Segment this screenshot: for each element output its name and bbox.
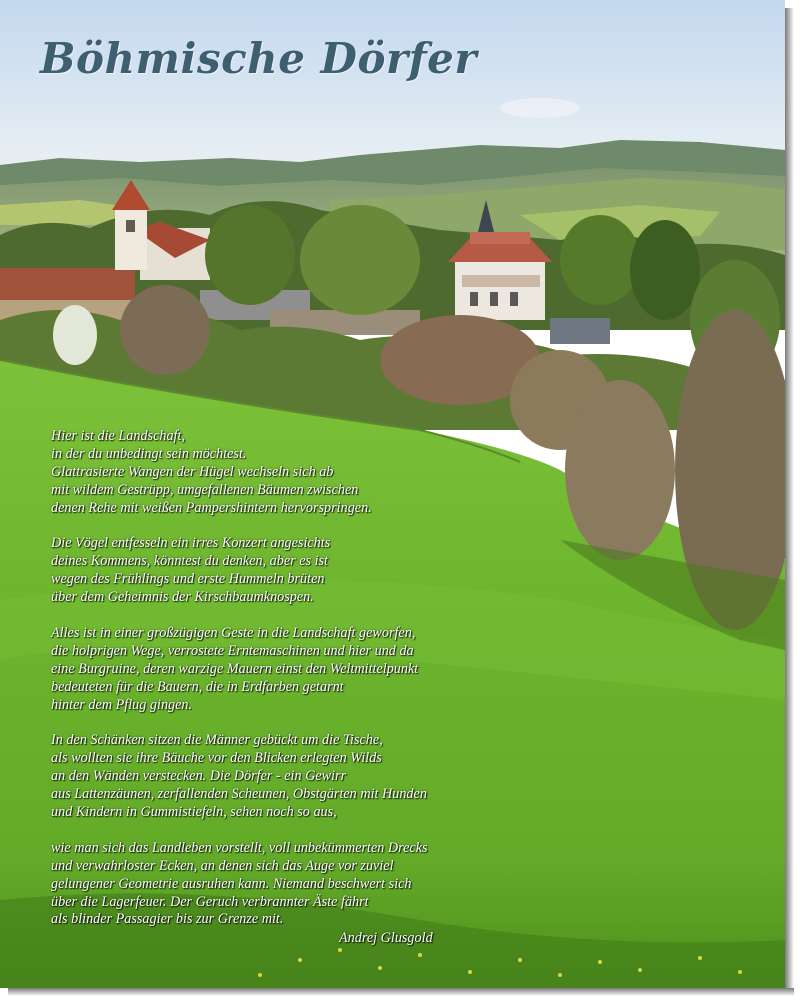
poem-stanza	[51, 840, 521, 930]
poem-line: Die Vögel entfesseln ein irres Konzert angesichts	[51, 535, 331, 552]
poem-line: bedeuteten für die Bauern, die in Erdfarben getarnt	[51, 678, 344, 695]
frame-shadow-right	[785, 8, 794, 994]
poem-stanza	[51, 428, 521, 518]
poem-line: Hier ist die Landschaft,	[51, 428, 185, 444]
poem-line: gelungener Geometrie ausruhen kann. Niemand beschwert sich	[51, 875, 412, 892]
poem-line: die holprigen Wege, verrostete Erntemaschinen und hier und da	[51, 642, 414, 659]
poem-line: eine Burgruine, deren warzige Mauern einst den Weltmittelpunkt	[51, 660, 419, 677]
poem-line: über die Lagerfeuer. Der Geruch verbrannter Äste fährt	[51, 893, 369, 910]
poem-stanza	[51, 625, 521, 715]
poem-text	[51, 428, 521, 947]
poem-line: mit wildem Gestrüpp, umgefallenen Bäumen zwischen	[51, 481, 359, 498]
poem-line: wie man sich das Landleben vorstellt, voll unbekümmerten Drecks	[51, 839, 428, 856]
poem-line: hinter dem Pflug gingen.	[51, 696, 193, 713]
poem-line: In den Schänken sitzen die Männer gebückt um die Tische,	[51, 732, 383, 749]
poem-line: und verwahrloster Ecken, an denen sich das Auge vor zuviel	[51, 857, 394, 874]
poem-line: Glattrasierte Wangen der Hügel wechseln sich ab	[51, 463, 334, 480]
poem-line: als wollten sie ihre Bäuche vor den Blicken erlegten Wilds	[51, 750, 382, 767]
poem-line: an den Wänden verstecken. Die Dörfer - ein Gewirr	[51, 768, 347, 785]
poem-line: Alles ist in einer großzügigen Geste in die Landschaft geworfen,	[51, 624, 416, 641]
poem-line: wegen des Frühlings und erste Hummeln brüten	[51, 571, 325, 588]
poem-line: über dem Geheimnis der Kirschbaumknospen.	[51, 589, 314, 606]
poem-line: als blinder Passagier bis zur Grenze mit.	[51, 911, 284, 928]
poem-stanza	[51, 535, 521, 607]
frame-shadow-bottom	[8, 988, 794, 996]
poem-line: aus Lattenzäunen, zerfallenden Scheunen, Obstgärten mit Hunden	[51, 786, 427, 803]
page-title: Böhmische Dörfer	[40, 34, 478, 83]
poem-line: in der du unbedingt sein möchtest.	[51, 445, 247, 462]
poem-line: deines Kommens, könntest du denken, aber es ist	[51, 553, 328, 570]
poem-author: Andrej Glusgold	[339, 930, 433, 946]
poem-stanza	[51, 732, 521, 822]
poem-line: denen Rehe mit weißen Pampershintern hervorspringen.	[51, 499, 372, 516]
poem-line: und Kindern in Gummistiefeln, sehen noch so aus,	[51, 803, 337, 820]
